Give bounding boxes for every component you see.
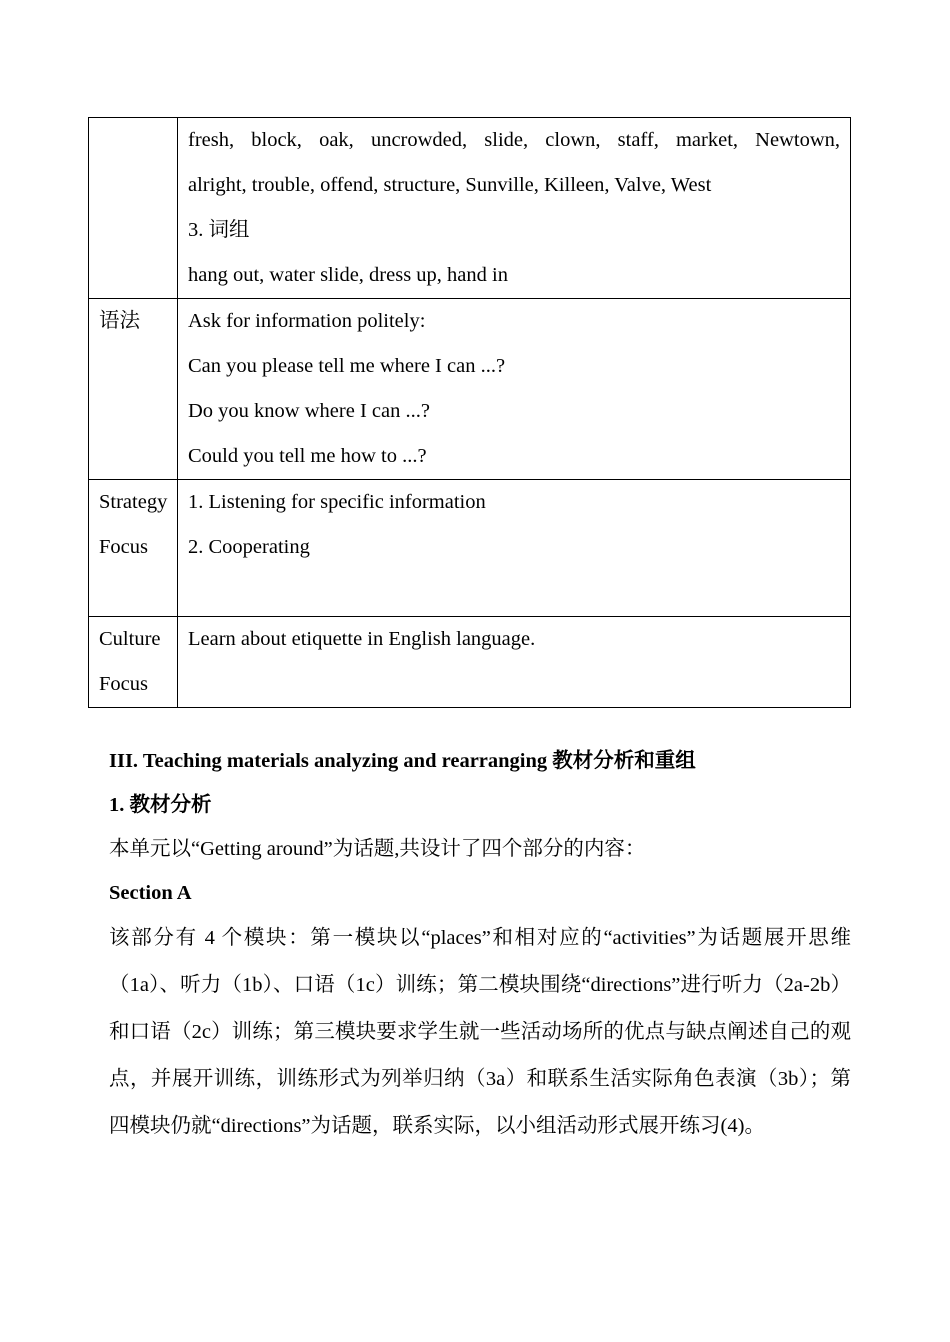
grammar-label: 语法 — [89, 299, 178, 480]
vocabulary-content-cell — [178, 118, 851, 299]
section-heading: III. Teaching materials analyzing and rearranging 教材分析和重组 — [109, 750, 696, 772]
grammar-content-cell — [178, 299, 851, 480]
phrases-heading: 3. 词组 — [188, 219, 250, 241]
vocabulary-label-cell — [89, 118, 178, 299]
sub-heading: 1. 教材分析 — [109, 794, 212, 816]
section-a-title: Section A — [109, 882, 192, 904]
strategy-focus-label: Strategy Focus — [89, 480, 178, 617]
table-row-strategy-focus — [89, 480, 851, 617]
vocabulary-words-line-2: alright, trouble, offend, structure, Sunville, Killeen, Valve, West — [188, 174, 712, 196]
phrases-list: hang out, water slide, dress up, hand in — [188, 264, 508, 286]
table-row-vocabulary — [89, 118, 851, 299]
grammar-line: Do you know where I can ...? — [188, 400, 430, 422]
grammar-line: Can you please tell me where I can ...? — [188, 355, 506, 377]
table-row-grammar — [89, 299, 851, 480]
strategy-line: 1. Listening for specific information — [188, 491, 486, 513]
strategy-content-cell — [178, 480, 851, 617]
vocabulary-words-line-1: fresh, block, oak, uncrowded, slide, clown, staff, market, Newtown, — [188, 129, 840, 151]
strategy-line: 2. Cooperating — [188, 536, 310, 558]
grammar-line: Could you tell me how to ...? — [188, 445, 427, 467]
table-row-culture-focus — [89, 617, 851, 708]
lesson-plan-table — [88, 117, 851, 708]
culture-line: Learn about etiquette in English language. — [188, 628, 536, 650]
culture-focus-label: Culture Focus — [89, 617, 178, 708]
grammar-line: Ask for information politely: — [188, 310, 426, 332]
section-a-paragraph: 该部分有 4 个模块：第一模块以“places”和相对应的“activities”为话题展开思维（1a）、听力（1b）、口语（1c）训练；第二模块围绕“directions”进行听力（2a-2b）和口语（2c）训练；第三模块要求学生就一些活动场所的优点与缺点阐述自己的观点，并展开训练，训练形式为列举归纳（3a）和联系生活实际角色表演（3b）；第四模块仍就“directions”为话题，联系实际，以小组活动形式展开练习(4)。 — [109, 927, 851, 1137]
culture-content-cell — [178, 617, 851, 708]
intro-paragraph: 本单元以“Getting around”为话题,共设计了四个部分的内容： — [109, 838, 646, 860]
